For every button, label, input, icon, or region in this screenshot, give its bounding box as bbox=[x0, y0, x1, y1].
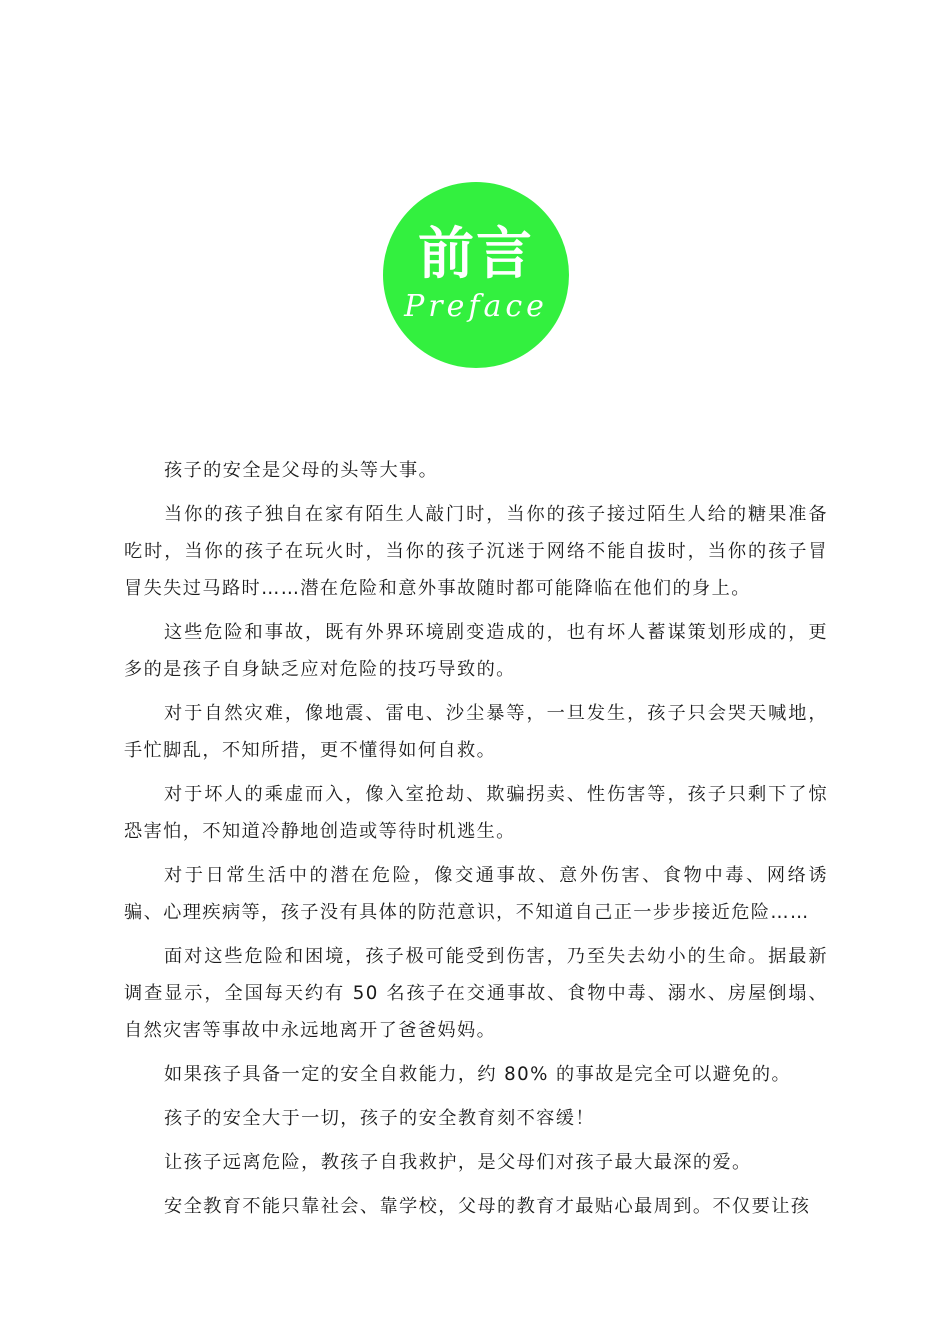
paragraph: 安全教育不能只靠社会、靠学校，父母的教育才最贴心最周到。不仅要让孩 bbox=[164, 1196, 811, 1217]
preface-subtitle: Preface bbox=[404, 289, 548, 324]
preface-title: 前言 bbox=[418, 221, 534, 287]
paragraph: 当你的孩子独自在家有陌生人敲门时，当你的孩子接过陌生人给的糖果准备吃时，当你的孩子在玩火时，当你的孩子沉迷于网络不能自拔时，当你的孩子冒冒失失过马路时……潜在危险和意外事故随时都可能降临在他们的身上。 bbox=[124, 504, 828, 599]
paragraph: 孩子的安全大于一切，孩子的安全教育刻不容缓！ bbox=[164, 1108, 595, 1129]
paragraph: 对于坏人的乘虚而入，像入室抢劫、欺骗拐卖、性伤害等，孩子只剩下了惊恐害怕，不知道冷静地创造或等待时机逃生。 bbox=[124, 784, 828, 842]
paragraph: 孩子的安全是父母的头等大事。 bbox=[164, 460, 439, 481]
paragraph: 对于自然灾难，像地震、雷电、沙尘暴等，一旦发生，孩子只会哭天喊地，手忙脚乱，不知所措，更不懂得如何自救。 bbox=[124, 703, 828, 761]
preface-body bbox=[124, 452, 828, 1232]
paragraph: 如果孩子具备一定的安全自救能力，约 80% 的事故是完全可以避免的。 bbox=[164, 1064, 792, 1085]
preface-badge bbox=[383, 182, 569, 368]
paragraph: 这些危险和事故，既有外界环境剧变造成的，也有坏人蓄谋策划形成的，更多的是孩子自身缺乏应对危险的技巧导致的。 bbox=[124, 622, 828, 680]
paragraph: 面对这些危险和困境，孩子极可能受到伤害，乃至失去幼小的生命。据最新调查显示，全国每天约有 50 名孩子在交通事故、食物中毒、溺水、房屋倒塌、自然灾害等事故中永远地离开了爸爸妈妈。 bbox=[124, 946, 828, 1041]
paragraph: 让孩子远离危险，教孩子自我救护，是父母们对孩子最大最深的爱。 bbox=[164, 1152, 752, 1173]
paragraph: 对于日常生活中的潜在危险，像交通事故、意外伤害、食物中毒、网络诱骗、心理疾病等，孩子没有具体的防范意识，不知道自己正一步步接近危险…… bbox=[124, 865, 828, 923]
